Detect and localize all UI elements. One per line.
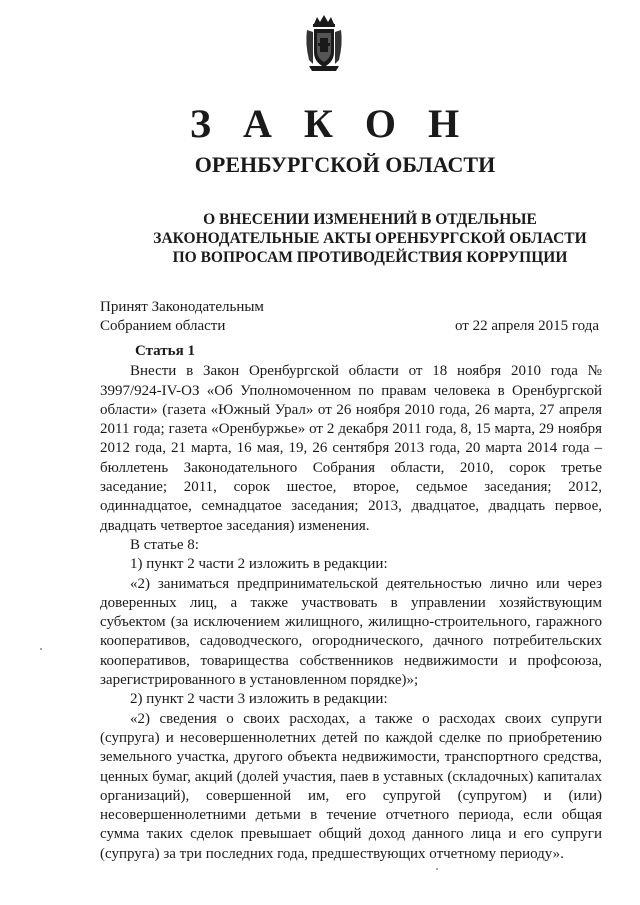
law-subject bbox=[150, 210, 590, 267]
adoption-body bbox=[100, 298, 264, 336]
paragraph: Внести в Закон Оренбургской области от 18 ноября 2010 года № 3997/924-IV-ОЗ «Об Уполномоченном по правам человека в Оренбургской области» (газета «Южный Урал» от 26 ноября 2010 года, 26 марта, 27 апреля 2011 года; газета «Оренбуржье» от 2 декабря 2011 года, 8, 15 марта, 29 ноября 2012 года, 21 марта, 16 мая, 19, 26 сентября 2013 года, 20 марта 2014 года – бюллетень Законодательного Собрания области, 2010, сорок третье заседание; 2011, сорок шестое, второе, седьмое заседания; 2012, одиннадцатое, семнадцатое заседания; 2013, двадцатое, двадцать первое, двадцать четвертое заседания) изменения. bbox=[100, 363, 602, 534]
scan-speck bbox=[40, 648, 42, 650]
paragraph: «2) сведения о своих расходах, а также о расходах своих супруги (супруга) и несовершеннолетних детей по каждой сделке по приобретению земельного участка, другого объекта недвижимости, транспортного средства, ценных бумаг, акций (долей участия, паев в уставных (складочных) капиталах организаций), совершенной им, его супругой (супругом) и (или) несовершеннолетними детьми в течение отчетного периода, если общая сумма таких сделок превышает общий доход данного лица и его супруги (супруга) за три последних года, предшествующих отчетному периоду». bbox=[100, 710, 602, 862]
adoption-date: от 22 апреля 2015 года bbox=[455, 318, 600, 334]
adoption-line: Собранием области bbox=[100, 318, 226, 334]
law-title: З А К О Н bbox=[189, 101, 471, 146]
adoption-line: Принят Законодательным bbox=[100, 299, 264, 315]
subject-line: ЗАКОНОДАТЕЛЬНЫЕ АКТЫ ОРЕНБУРГСКОЙ ОБЛАСТИ bbox=[153, 230, 587, 247]
article-heading: Статья 1 bbox=[135, 343, 195, 359]
subject-line: О ВНЕСЕНИИ ИЗМЕНЕНИЙ В ОТДЕЛЬНЫЕ bbox=[203, 211, 537, 228]
paragraph: «2) заниматься предпринимательской деятельностью лично или через доверенных лиц, а также участвовать в управлении хозяйствующим субъектом (за исключением жилищного, жилищно-строительного, гаражного кооперативов, садоводческого, огороднического, дачного потребительских кооперативов, товарищества собственников недвижимости и профсоюза, зарегистрированного в установленном порядке)»; bbox=[100, 575, 602, 689]
subject-line: ПО ВОПРОСАМ ПРОТИВОДЕЙСТВИЯ КОРРУПЦИИ bbox=[172, 249, 568, 266]
region-title: ОРЕНБУРГСКОЙ ОБЛАСТИ bbox=[194, 152, 496, 177]
paragraph: 2) пункт 2 части 3 изложить в редакции: bbox=[130, 691, 388, 708]
coat-of-arms-icon bbox=[303, 14, 345, 72]
paragraph: В статье 8: bbox=[130, 536, 199, 553]
paragraph: 1) пункт 2 части 2 изложить в редакции: bbox=[130, 556, 388, 573]
law-body bbox=[100, 342, 602, 864]
scan-speck bbox=[436, 868, 438, 870]
